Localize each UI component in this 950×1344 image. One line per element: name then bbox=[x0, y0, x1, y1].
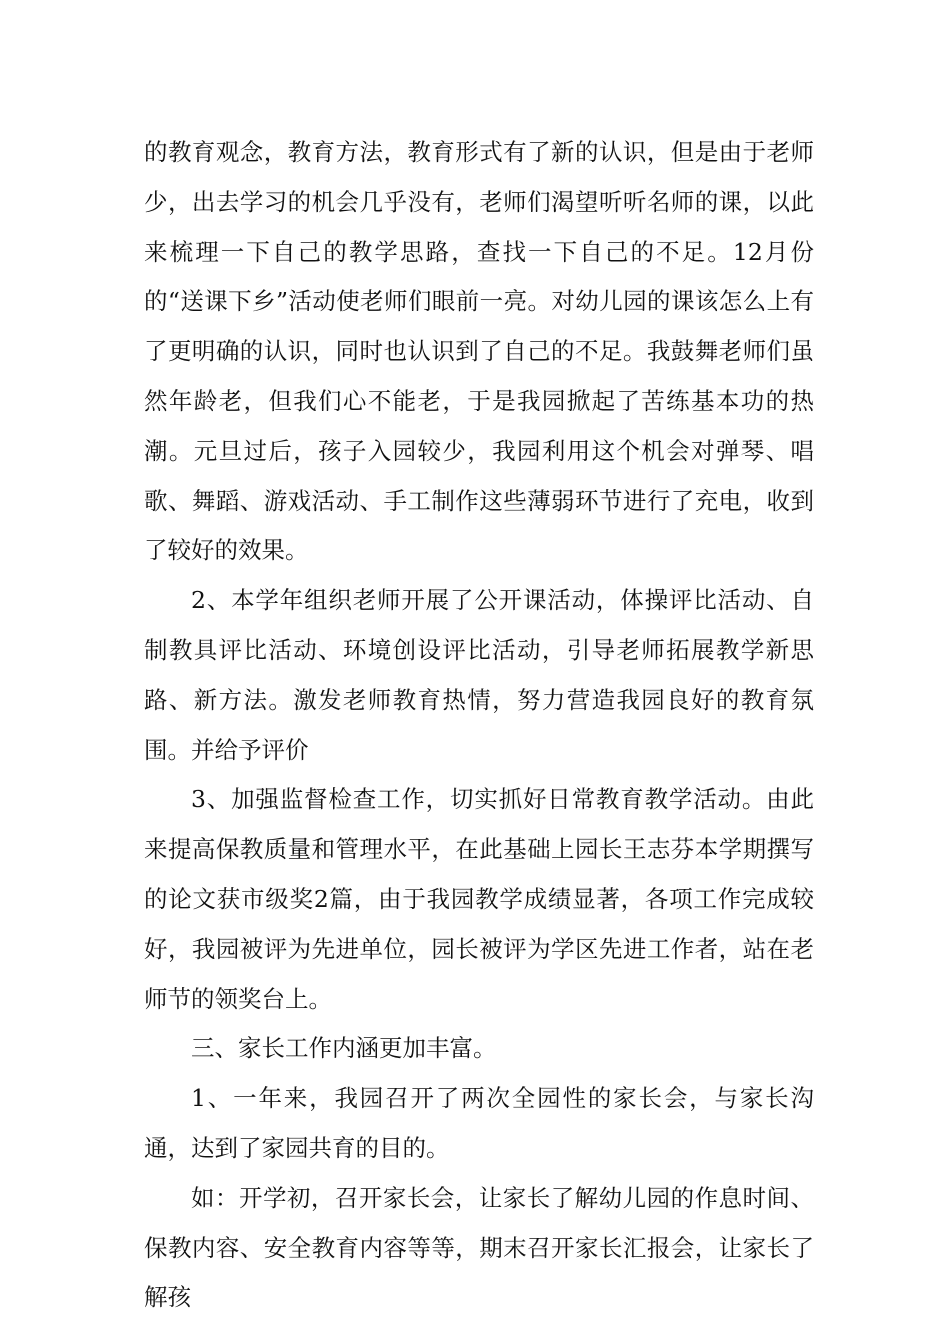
paragraph-item-2: 2、本学年组织老师开展了公开课活动，体操评比活动、自制教具评比活动、环境创设评比活动，引导老师拓展教学新思路、新方法。激发老师教育热情，努力营造我园良好的教育氛围。并给予评价 bbox=[144, 586, 814, 764]
document-body bbox=[144, 128, 814, 1323]
paragraph-continuation: 的教育观念，教育方法，教育形式有了新的认识，但是由于老师少，出去学习的机会几乎没有，老师们渴望听听名师的课，以此来梳理一下自己的教学思路，查找一下自己的不足。12月份的“送课下乡”活动使老师们眼前一亮。对幼儿园的课该怎么上有了更明确的认识，同时也认识到了自己的不足。我鼓舞老师们虽然年龄老，但我们心不能老，于是我园掀起了苦练基本功的热潮。元旦过后，孩子入园较少，我园利用这个机会对弹琴、唱歌、舞蹈、游戏活动、手工制作这些薄弱环节进行了充电，收到了较好的效果。 bbox=[144, 138, 814, 565]
paragraph-example: 如：开学初，召开家长会，让家长了解幼儿园的作息时间、保教内容、安全教育内容等等，期末召开家长汇报会，让家长了解孩 bbox=[144, 1183, 814, 1312]
section-heading-parent-work: 三、家长工作内涵更加丰富。 bbox=[191, 1034, 497, 1063]
paragraph-item-3: 3、加强监督检查工作，切实抓好日常教育教学活动。由此来提高保教质量和管理水平，在此基础上园长王志芬本学期撰写的论文获市级奖2篇，由于我园教学成绩显著，各项工作完成较好，我园被评为先进单位，园长被评为学区先进工作者，站在老师节的领奖台上。 bbox=[144, 785, 814, 1013]
paragraph-parent-meeting: 1、一年来，我园召开了两次全园性的家长会，与家长沟通，达到了家园共育的目的。 bbox=[144, 1084, 814, 1162]
